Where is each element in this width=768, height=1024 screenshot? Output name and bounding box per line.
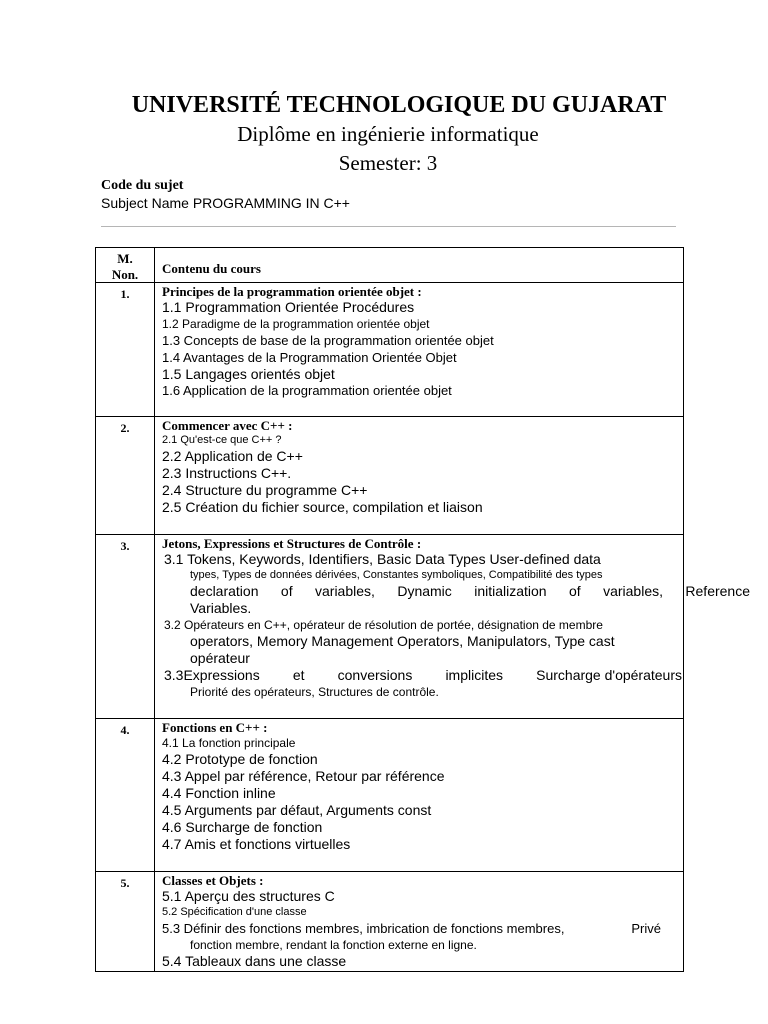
document-subtitle: Diplôme en ingénierie informatique — [237, 122, 539, 146]
word: conversions — [337, 667, 413, 683]
topic-text: 5.3 Définir des fonctions membres, imbrication de fonctions membres, — [162, 921, 565, 936]
row-number: 5. — [96, 872, 155, 972]
semester-label: Semester: 3 — [338, 151, 438, 175]
topic-line: 4.4 Fonction inline — [162, 785, 276, 801]
topic-line: 2.5 Création du fichier source, compilation et liaison — [162, 499, 483, 515]
topic-line: 3.1 Tokens, Keywords, Identifiers, Basic Data Types User-defined data — [164, 551, 601, 567]
word: et — [292, 667, 305, 683]
topic-line: 4.2 Prototype de fonction — [162, 751, 318, 767]
section-title: Commencer avec C++ : — [162, 418, 293, 433]
topic-line: 1.1 Programmation Orientée Procédures — [162, 299, 415, 315]
topic-line: 2.3 Instructions C++. — [162, 465, 292, 481]
column-header-content — [155, 248, 684, 283]
row-content — [155, 283, 684, 417]
topic-line: 4.3 Appel par référence, Retour par référence — [162, 768, 445, 784]
topic-line: Priorité des opérateurs, Structures de contrôle. — [190, 685, 439, 699]
word: 3.3Expressions — [164, 667, 260, 683]
document-title: UNIVERSITÉ TECHNOLOGIQUE DU GUJARAT — [131, 92, 667, 118]
topic-line: opérateur — [190, 650, 250, 666]
table-row — [96, 283, 684, 417]
topic-line: 1.5 Langages orientés objet — [162, 366, 335, 382]
topic-line: 2.2 Application de C++ — [162, 448, 303, 464]
column-header-content-label: Contenu du cours — [162, 261, 261, 276]
word: initialization — [474, 583, 547, 599]
topic-line: 1.6 Application de la programmation orientée objet — [162, 383, 452, 398]
table-row — [96, 719, 684, 872]
subject-name: Subject Name PROGRAMMING IN C++ — [101, 195, 350, 211]
topic-line-justified — [162, 583, 750, 600]
topic-line: 3.2 Opérateurs en C++, opérateur de résolution de portée, désignation de membre — [164, 618, 603, 632]
table-header-row — [96, 248, 684, 283]
row-number: 3. — [96, 535, 155, 719]
topic-line: 1.2 Paradigme de la programmation orientée objet — [162, 317, 430, 331]
row-content — [155, 535, 750, 719]
section-title: Fonctions en C++ : — [162, 720, 268, 735]
topic-line: 2.4 Structure du programme C++ — [162, 482, 368, 498]
row-number: 1. — [96, 283, 155, 417]
topic-line: fonction membre, rendant la fonction externe en ligne. — [190, 938, 477, 952]
word: Surcharge d'opérateurs — [536, 667, 682, 683]
topic-line: operators, Memory Management Operators, Manipulators, Type cast — [190, 633, 615, 649]
topic-line-justified — [162, 667, 682, 684]
topic-line: 4.6 Surcharge de fonction — [162, 819, 323, 835]
column-header-number-line1: M. — [117, 251, 133, 266]
topic-line: 2.1 Qu'est-ce que C++ ? — [162, 434, 282, 446]
header-divider — [101, 226, 676, 227]
word: variables, — [603, 583, 663, 599]
section-title: Classes et Objets : — [162, 873, 264, 888]
word: Dynamic — [397, 583, 452, 599]
topic-line: types, Types de données dérivées, Constantes symboliques, Compatibilité des types — [190, 569, 603, 581]
word: Privé — [631, 921, 661, 936]
topic-line: 5.2 Spécification d'une classe — [162, 906, 307, 918]
section-title: Jetons, Expressions et Structures de Contrôle : — [162, 536, 422, 551]
row-number: 4. — [96, 719, 155, 872]
topic-line: 5.4 Tableaux dans une classe — [162, 953, 347, 969]
topic-line-justified — [162, 920, 661, 937]
word: Reference — [685, 583, 750, 599]
table-row — [96, 535, 684, 719]
topic-line: 5.1 Aperçu des structures C — [162, 888, 335, 904]
row-content — [155, 719, 684, 872]
word: implicites — [445, 667, 504, 683]
subject-code-label: Code du sujet — [101, 178, 184, 193]
topic-line: 4.7 Amis et fonctions virtuelles — [162, 836, 351, 852]
section-title: Principes de la programmation orientée objet : — [162, 284, 422, 299]
table-row — [96, 872, 684, 972]
column-header-number — [96, 248, 155, 283]
topic-line: Variables. — [190, 600, 252, 616]
word: declaration — [190, 583, 259, 599]
row-content — [155, 417, 684, 535]
column-header-number-line2: Non. — [111, 267, 139, 282]
table-row — [96, 417, 684, 535]
topic-line: 4.5 Arguments par défaut, Arguments const — [162, 802, 432, 818]
word: of — [280, 583, 293, 599]
topic-line: 1.3 Concepts de base de la programmation orientée objet — [162, 333, 494, 348]
topic-line: 1.4 Avantages de la Programmation Orientée Objet — [162, 350, 457, 365]
row-number: 2. — [96, 417, 155, 535]
syllabus-table — [95, 247, 750, 972]
word: of — [568, 583, 581, 599]
topic-line: 4.1 La fonction principale — [162, 736, 296, 750]
row-content — [155, 872, 684, 972]
word: variables, — [315, 583, 375, 599]
